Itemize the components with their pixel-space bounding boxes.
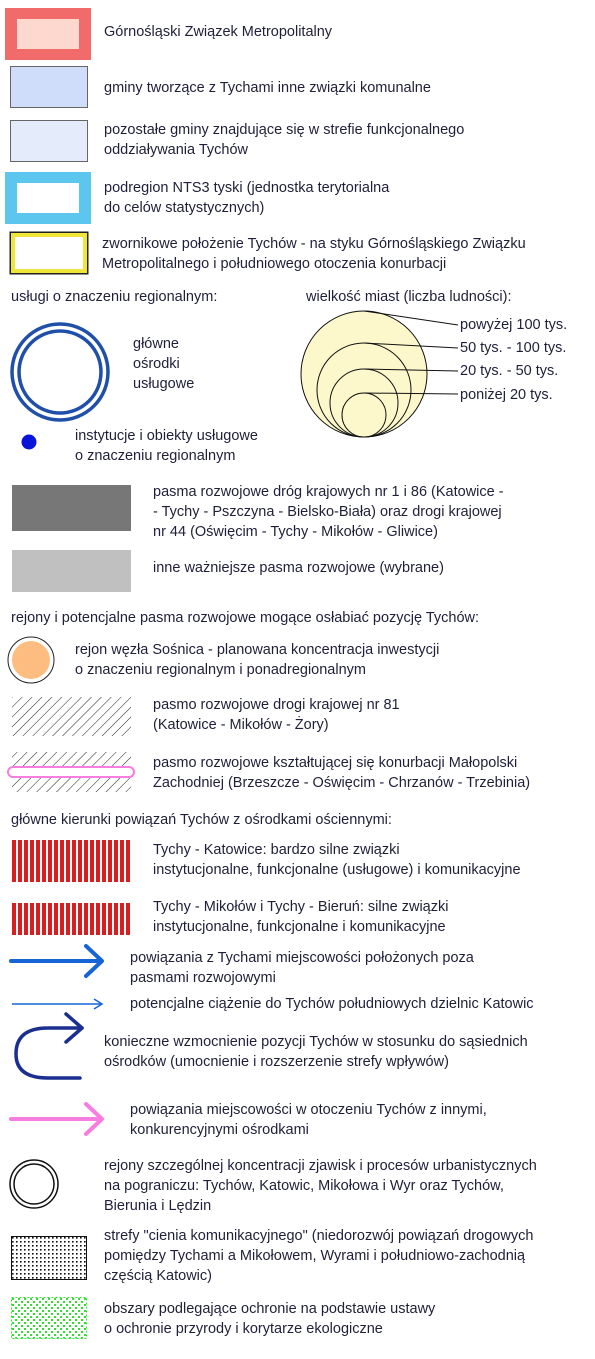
ciazenie-label: potencjalne ciążenie do Tychów południowych dzielnic Katowic [130, 996, 534, 1012]
sosnica-circle [7, 636, 55, 684]
komunalne-label: gminy tworzące z Tychami inne związki komunalne [104, 80, 431, 96]
u-turn-arrow [8, 1010, 86, 1082]
kierunki-header: główne kierunki powiązań Tychów z ośrodkami ościennymi: [11, 812, 392, 828]
gzm-swatch [5, 8, 91, 60]
glowne-osrodki-ring [8, 320, 112, 424]
nts3-label: podregion NTS3 tyski (jednostka terytorialna do celów statystycznych) [104, 180, 390, 216]
instytucje-label: instytucje i obiekty usługowe o znaczeniu regionalnym [75, 428, 258, 464]
sosnica-label: rejon węzła Sośnica - planowana koncentracja inwestycji o znaczeniu regionalnym i ponadregionalnym [75, 642, 440, 678]
pink-arrow [8, 1100, 108, 1138]
instytucje-dot [21, 434, 37, 450]
nts3-swatch [5, 172, 91, 224]
blue-arrow-thick [8, 942, 108, 980]
katowice-stripes [12, 840, 131, 882]
komunalne-swatch [10, 66, 88, 108]
ochrona-label: obszary podlegające ochronie na podstawie ustawy o ochronie przyrody i korytarze ekologiczne [104, 1301, 436, 1337]
droga81-label: pasmo rozwojowe drogi krajowej nr 81 (Katowice - Mikołów - Żory) [153, 697, 400, 733]
rejony-header: rejony i potencjalne pasma rozwojowe mogące osłabiać pozycję Tychów: [11, 610, 480, 626]
ochrona-dots [11, 1297, 87, 1339]
wzmocnienie-label: konieczne wzmocnienie pozycji Tychów w stosunku do sąsiednich ośrodków (umocnienie i rozszerzenie strefy wpływów) [104, 1034, 528, 1070]
powiazania-poza-label: powiązania z Tychami miejscowości położonych poza pasmami rozwojowymi [130, 950, 474, 986]
mikolow-stripes [12, 903, 131, 935]
mikolow-label: Tychy - Mikołów i Tychy - Bieruń: silne związki instytucjonalne, funkcjonalne i komunikacyjne [153, 899, 449, 935]
size-label-20-50: 20 tys. - 50 tys. [460, 363, 559, 379]
malopolska-label: pasmo rozwojowe kształtującej się konurbacji Małopolski Zachodniej (Brzeszcze - Oświęcim - Chrzanów - Trzebinia) [153, 755, 531, 791]
cien-dots [11, 1236, 87, 1280]
zwornik-label: zwornikowe położenie Tychów - na styku Górnośląskiego Związku Metropolitalnego i południowego otoczenia konurbacji [102, 236, 526, 272]
pozostale-label: pozostałe gminy znajdujące się w strefie funkcjonalnego oddziaływania Tychów [104, 122, 465, 158]
size-label-below-20: poniżej 20 tys. [460, 387, 553, 403]
pogranicze-ring [8, 1158, 60, 1210]
zwornik-swatch [9, 231, 89, 275]
konkurencyjne-label: powiązania miejscowości w otoczeniu Tychów z innymi, konkurencyjnymi ośrodkami [130, 1102, 487, 1138]
inne-pasma-label: inne ważniejsze pasma rozwojowe (wybrane) [153, 560, 444, 576]
pasma-krajowe-label: pasma rozwojowe dróg krajowych nr 1 i 86 (Katowice - - Tychy - Pszczyna - Bielsko-Biała) oraz drogi krajowej nr 44 (Oświęcim - Tychy - Mikołów - Gliwice) [153, 484, 504, 540]
cien-label: strefy "cienia komunikacyjnego" (niedorozwój powiązań drogowych pomiędzy Tychami a Mikołowem, Wyrami i południowo-zachodnią częścią Katowic) [104, 1228, 534, 1284]
pozostale-swatch [10, 120, 88, 162]
wielkosc-header: wielkość miast (liczba ludności): [306, 289, 512, 305]
inne-pasma-band [12, 550, 131, 592]
size-label-100: powyżej 100 tys. [460, 317, 568, 333]
katowice-label: Tychy - Katowice: bardzo silne związki instytucjonalne, funkcjonalne (usługowe) i komunikacyjne [153, 842, 521, 878]
glowne-label: główne ośrodki usługowe [133, 336, 195, 392]
gzm-label: Górnośląski Związek Metropolitalny [104, 24, 333, 40]
droga81-hatch [12, 697, 131, 736]
size-label-50-100: 50 tys. - 100 tys. [460, 340, 567, 356]
pasma-krajowe-band [12, 485, 131, 531]
malopolska-hatch [7, 752, 135, 792]
uslugi-header: usługi o znaczeniu regionalnym: [11, 289, 218, 305]
pogranicze-label: rejony szczególnej koncentracji zjawisk i procesów urbanistycznych na pograniczu: Tychów, Katowic, Mikołowa i Wyr oraz Tychów, Bierunia i Lędzin [104, 1158, 537, 1214]
